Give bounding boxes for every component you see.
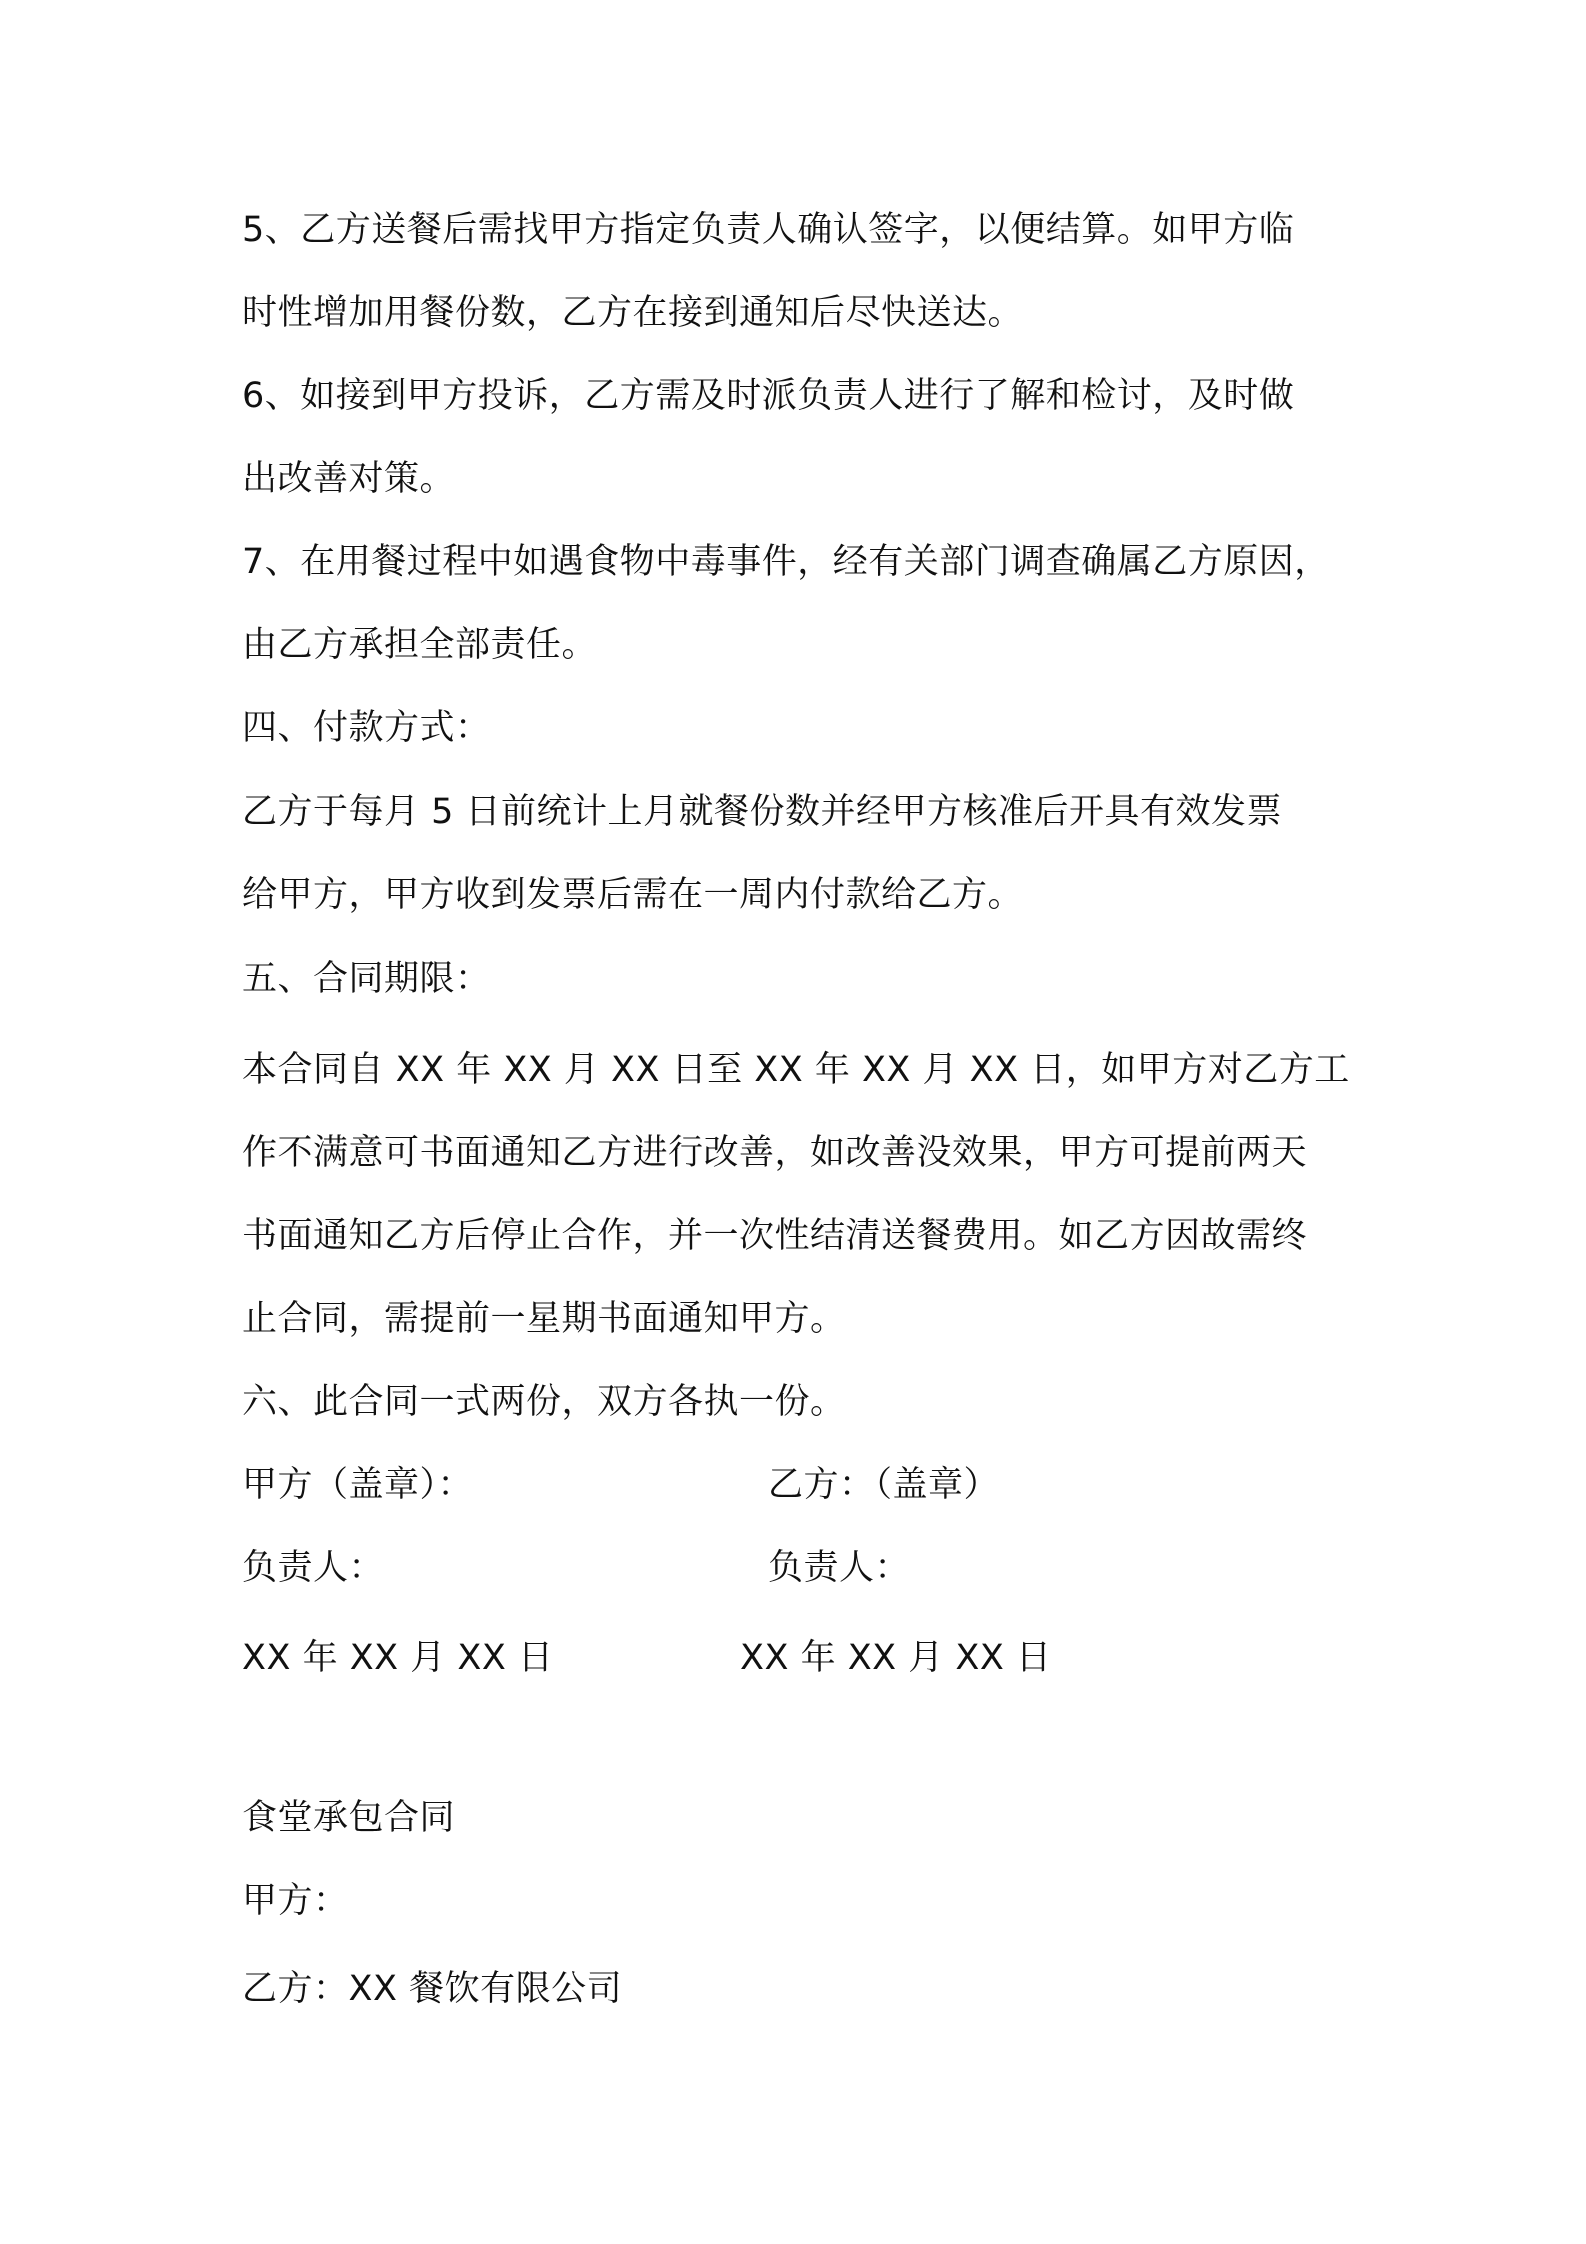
payment-line-2: 给甲方，甲方收到发票后需在一周内付款给乙方。 (242, 875, 1024, 915)
term-line-2: 作不满意可书面通知乙方进行改善，如改善没效果，甲方可提前两天 (242, 1133, 1308, 1173)
term-line-4: 止合同，需提前一星期书面通知甲方。 (242, 1299, 846, 1339)
clause-5-line-2: 时性增加用餐份数，乙方在接到通知后尽快送达。 (242, 293, 1024, 333)
section-term-heading: 五、合同期限： (242, 959, 491, 999)
party-a-date: XX 年 XX 月 XX 日 (242, 1638, 554, 1678)
next-contract-title: 食堂承包合同 (242, 1798, 456, 1838)
section-copies-line: 六、此合同一式两份，双方各执一份。 (242, 1382, 846, 1422)
payment-line-1: 乙方于每月 5 日前统计上月就餐份数并经甲方核准后开具有效发票 (242, 792, 1283, 832)
party-a-seal-label: 甲方（盖章）： (242, 1465, 474, 1505)
term-line-1: 本合同自 XX 年 XX 月 XX 日至 XX 年 XX 月 XX 日，如甲方对乙方工 (242, 1050, 1350, 1090)
term-line-3: 书面通知乙方后停止合作，并一次性结清送餐费用。如乙方因故需终 (242, 1216, 1308, 1256)
next-contract-party-b: 乙方：XX 餐饮有限公司 (242, 1969, 623, 2009)
clause-5-line-1: 5、乙方送餐后需找甲方指定负责人确认签字，以便结算。如甲方临 (242, 210, 1295, 250)
party-b-date: XX 年 XX 月 XX 日 (740, 1638, 1052, 1678)
section-payment-heading: 四、付款方式： (242, 708, 491, 748)
clause-6-line-1: 6、如接到甲方投诉，乙方需及时派负责人进行了解和检讨，及时做 (242, 376, 1295, 416)
clause-7-line-1: 7、在用餐过程中如遇食物中毒事件，经有关部门调查确属乙方原因， (242, 542, 1330, 582)
party-b-person-label: 负责人： (768, 1548, 911, 1588)
party-a-person-label: 负责人： (242, 1548, 385, 1588)
next-contract-party-a: 甲方： (242, 1881, 349, 1921)
clause-7-line-2: 由乙方承担全部责任。 (242, 625, 598, 665)
party-b-seal-label: 乙方：（盖章） (768, 1465, 1000, 1505)
clause-6-line-2: 出改善对策。 (242, 459, 456, 499)
